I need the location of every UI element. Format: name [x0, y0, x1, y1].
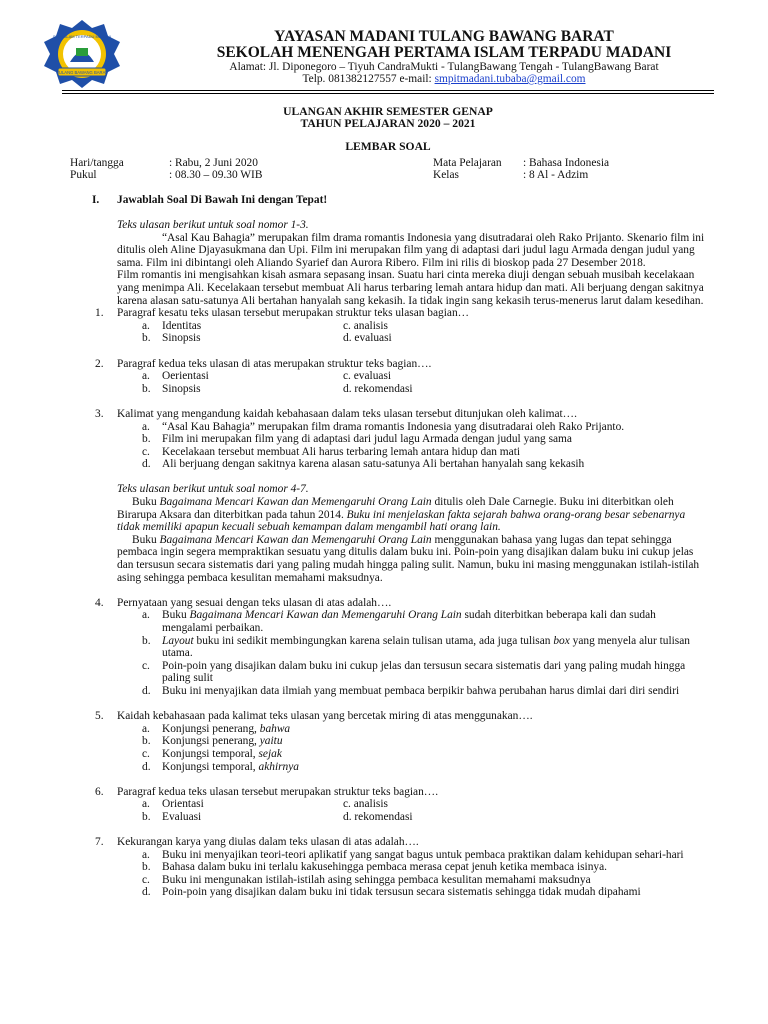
option-b — [117, 635, 707, 660]
option-label: c. — [142, 873, 150, 886]
option-a — [117, 849, 707, 862]
text-span: ditulis oleh Dale Carnegie. Buku ini diterbitkan oleh Birarupa Aksara dan diterbitkan pada tahun 2014. — [117, 496, 674, 521]
option-text: Buku ini menyajikan data ilmiah yang membuat pembaca berpikir bahwa perubahan harus dimlai dari diri sendiri — [162, 684, 680, 697]
option-d: d. rekomendasi — [343, 382, 413, 395]
header-divider-thin — [62, 93, 714, 94]
option-c: c. analisis — [343, 798, 388, 811]
option-label: a. — [142, 722, 150, 735]
question-number: 4. — [95, 596, 104, 609]
option-label: c. — [142, 445, 150, 458]
option-label: c. — [142, 747, 150, 760]
section-heading — [92, 194, 327, 207]
option-text: sudah diterbitkan beberapa kali dan sudah mengalami perbaikan. — [162, 609, 656, 634]
option-label: a. — [142, 609, 150, 622]
exam-year: TAHUN PELAJARAN 2020 – 2021 — [300, 117, 476, 130]
hari-label: Hari/tangga — [70, 157, 124, 169]
option-a — [117, 723, 707, 736]
question-number: 3. — [95, 407, 104, 420]
options-row — [117, 332, 707, 345]
option-text: box — [553, 634, 570, 647]
option-text: Konjungsi penerang, — [162, 722, 260, 735]
option-a: Orientasi — [162, 798, 204, 811]
school-name: SEKOLAH MENENGAH PERTAMA ISLAM TERPADU MADANI — [216, 44, 672, 61]
option-c: c. analisis — [343, 319, 388, 332]
option-label: c. — [142, 659, 150, 672]
logo-arc-text: SMP ISLAM TERPADU MADANI — [52, 34, 112, 39]
kelas-label: Kelas — [433, 169, 459, 181]
text1-paragraph-2: Film romantis ini mengisahkan kisah asmara sepasang insan. Suatu hari cinta mereka diuji dengan sebuah musibah kecelakaan yang menimpa Ali. Kecelakaan tersebut membuat Ali harus terbaring lemah antara hidup dan mati. Ali berjuang dengan sakitnya karena alasan satu-satunya Ali bertahan hanyalah sang kekasih. Ia tidak ingin sang kekasih terus-menerus larut dalam kesedihan. — [117, 269, 704, 307]
phone-text: Telp. 081382127557 e-mail: — [302, 73, 435, 85]
text2-paragraph-1 — [117, 496, 707, 534]
school-address: Alamat: Jl. Diponegoro – Tiyuh CandraMukti - TulangBawang Tengah - TulangBawang Barat — [229, 61, 659, 73]
option-b — [117, 433, 707, 446]
option-c — [117, 874, 707, 887]
option-d — [117, 685, 707, 698]
option-text: Buku ini menyajikan teori-teori aplikatif yang sangat bagus untuk pembaca praktikan dalam kehidupan sehari-hari — [162, 848, 684, 861]
option-b: Sinopsis — [162, 332, 201, 345]
option-label: b. — [142, 433, 151, 446]
question-number: 1. — [95, 307, 104, 320]
email-link[interactable]: smpitmadani.tubaba@gmail.com — [434, 73, 586, 85]
book-title: Bagaimana Mencari Kawan dan Memengaruhi Orang Lain — [159, 533, 432, 546]
option-c: c. evaluasi — [343, 370, 392, 383]
option-a: Identitas — [162, 319, 202, 332]
option-text: Poin-poin yang disajikan dalam buku ini cukup jelas dan tersusun secara sistematis dari yang paling mudah hingga paling sulit — [162, 659, 686, 685]
option-label: d. — [142, 684, 151, 697]
option-text: Buku — [162, 609, 190, 622]
question-text: Paragraf kedua teks ulasan di atas merupakan struktur teks bagian…. — [117, 357, 432, 370]
text2-paragraph-2 — [117, 534, 707, 584]
option-text: sejak — [258, 747, 282, 760]
exam-info — [70, 157, 710, 181]
option-label: b. — [142, 861, 151, 874]
option-label: b. — [142, 332, 151, 345]
mapel-value: : Bahasa Indonesia — [523, 157, 610, 169]
section-number: I. — [92, 194, 100, 206]
option-c — [117, 660, 707, 685]
option-a — [117, 421, 707, 434]
option-text: Layout — [162, 634, 194, 647]
kelas-value: : 8 Al - Adzim — [523, 169, 589, 181]
question-2 — [95, 357, 707, 371]
text-span: Buku — [132, 533, 160, 546]
option-a: Oerientasi — [162, 370, 209, 383]
option-b: Evaluasi — [162, 810, 202, 823]
option-text: Poin-poin yang disajikan dalam buku ini tidak tersusun secara sistematis sehingga tidak mudah dipahami — [162, 886, 641, 899]
questions-body — [95, 219, 707, 899]
book-title: Bagaimana Mencari Kawan dan Memengaruhi Orang Lain — [159, 496, 432, 509]
option-b: Sinopsis — [162, 382, 201, 395]
option-label: b. — [142, 810, 151, 823]
options-row — [117, 811, 707, 824]
section-title: Jawablah Soal Di Bawah Ini dengan Tepat! — [117, 194, 328, 206]
hari-value: : Rabu, 2 Juni 2020 — [169, 157, 258, 169]
question-text: Kaidah kebahasaan pada kalimat teks ulasan yang bercetak miring di atas menggunakan…. — [117, 710, 533, 723]
logo-banner-text: TULANG BAWANG BARAT — [56, 70, 108, 75]
options-row — [117, 798, 707, 811]
text2-intro: Teks ulasan berikut untuk soal nomor 4-7. — [117, 483, 309, 496]
book-title: Bagaimana Mencari Kawan dan Memengaruhi Orang Lain — [189, 609, 462, 622]
pukul-value: : 08.30 – 09.30 WIB — [169, 169, 263, 181]
sheet-title: LEMBAR SOAL — [345, 140, 431, 153]
italic-sentence: Buku ini menjelaskan fakta sejarah bahwa orang-orang besar sebenarnya tidak memiliki apapun kecuali sebuah kemampan dalam mengambil hati orang lain. — [117, 508, 686, 534]
text1-paragraph-1: “Asal Kau Bahagia” merupakan film drama romantis Indonesia yang disutradarai oleh Rako Prijanto. Skenario film ini ditulis oleh Aline Djayasukmana dan Upi. Film ini merupakan film yang di adaptasi dari judul lagu Armada dengan judul yang sama. Film ini dibintangi oleh Aliando Syarief dan Aurora Ribero. Film ini rilis di bioskop pada 27 Desember 2018. — [117, 231, 705, 269]
question-text: Kalimat yang mengandung kaidah kebahasaan dalam teks ulasan tersebut ditunjukan oleh kalimat…. — [117, 407, 577, 420]
option-text: Konjungsi temporal, — [162, 747, 259, 760]
option-text: yang menyela alur tulisan utama. — [162, 634, 690, 660]
option-c — [117, 446, 707, 459]
option-label: a. — [142, 319, 150, 332]
option-label: d. — [142, 886, 151, 899]
option-d — [117, 886, 707, 899]
pukul-label: Pukul — [70, 169, 97, 181]
option-label: d. — [142, 760, 151, 773]
option-label: a. — [142, 420, 150, 433]
option-text: Film ini merupakan film yang di adaptasi dari judul lagu Armada dengan judul yang sama — [162, 433, 572, 446]
option-d — [117, 458, 707, 471]
question-text: Kekurangan karya yang diulas dalam teks ulasan di atas adalah…. — [117, 836, 419, 849]
option-label: a. — [142, 848, 150, 861]
option-text: Kecelakaan tersebut membuat Ali harus terbaring lemah antara hidup dan mati — [162, 445, 521, 458]
option-text: Ali berjuang dengan sakitnya karena alasan satu-satunya Ali bertahan hanyalah sang kekasih — [162, 458, 585, 471]
header-divider — [62, 90, 714, 91]
options-row — [117, 370, 707, 383]
school-contact — [120, 73, 768, 86]
question-1 — [95, 307, 707, 320]
option-label: a. — [142, 370, 150, 383]
question-5 — [95, 710, 707, 723]
option-text: bahwa — [259, 722, 291, 735]
question-number: 6. — [95, 785, 104, 798]
option-text: Buku ini mengunakan istilah-istilah asing sehingga pembaca kesulitan memahami maksudnya — [162, 873, 591, 886]
exam-title: ULANGAN AKHIR SEMESTER GENAP — [283, 105, 493, 118]
question-3 — [95, 407, 707, 421]
question-number: 7. — [95, 836, 104, 849]
option-d: d. evaluasi — [343, 332, 392, 345]
option-label: b. — [142, 735, 151, 748]
text-span: menggunakan bahasa yang lugas dan tepat sehingga pembaca ingin segera mempraktikan sesuatu yang ditulis dalam buku ini. Poin-poin yang disajikan dalam buku ini cukup jelas dan tersusun secara sistematis dari yang paling mudah hingga paling sulit. Namun, buku ini masing menggunakan istilah-istilah asing sehingga pembaca kesulitan memahami maksudnya. — [117, 533, 700, 584]
question-text: Paragraf kedua teks ulasan tersebut merupakan struktur teks bagian…. — [117, 785, 439, 798]
options-row — [117, 383, 707, 396]
option-label: b. — [142, 382, 151, 395]
question-number: 2. — [95, 357, 104, 370]
school-logo — [40, 18, 124, 90]
option-label: b. — [142, 634, 151, 647]
option-text: “Asal Kau Bahagia” merupakan film drama romantis Indonesia yang disutradarai oleh Rako Prijanto. — [162, 420, 625, 433]
option-d — [117, 761, 707, 774]
option-text: yaitu — [259, 735, 283, 748]
question-number: 5. — [95, 710, 104, 723]
text1-intro: Teks ulasan berikut untuk soal nomor 1-3. — [117, 219, 309, 231]
option-label: a. — [142, 798, 150, 811]
option-b — [117, 861, 707, 874]
foundation-name: YAYASAN MADANI TULANG BAWANG BARAT — [274, 28, 614, 45]
option-label: d. — [142, 458, 151, 471]
option-text: buku ini sedikit membingungkan karena selain tulisan utama, ada juga tulisan — [193, 634, 554, 647]
text-span: Buku — [132, 496, 160, 509]
option-c — [117, 748, 707, 761]
option-text: Bahasa dalam buku ini terlalu kakusehingga pembaca merasa cepat jenuh ketika membaca isinya. — [162, 861, 608, 874]
question-4 — [95, 596, 707, 610]
option-a — [117, 609, 707, 634]
option-text: Konjungsi penerang, — [162, 735, 260, 748]
option-b — [117, 735, 707, 748]
options-row — [117, 320, 707, 333]
option-text: akhirnya — [258, 760, 299, 773]
mapel-label: Mata Pelajaran — [433, 157, 502, 169]
question-6 — [95, 785, 707, 799]
option-d: d. rekomendasi — [343, 810, 413, 823]
question-text: Pernyataan yang sesuai dengan teks ulasan di atas adalah…. — [117, 596, 392, 609]
option-text: Konjungsi temporal, — [162, 760, 259, 773]
question-7 — [95, 836, 707, 849]
question-text: Paragraf kesatu teks ulasan tersebut merupakan struktur teks ulasan bagian… — [117, 307, 470, 320]
